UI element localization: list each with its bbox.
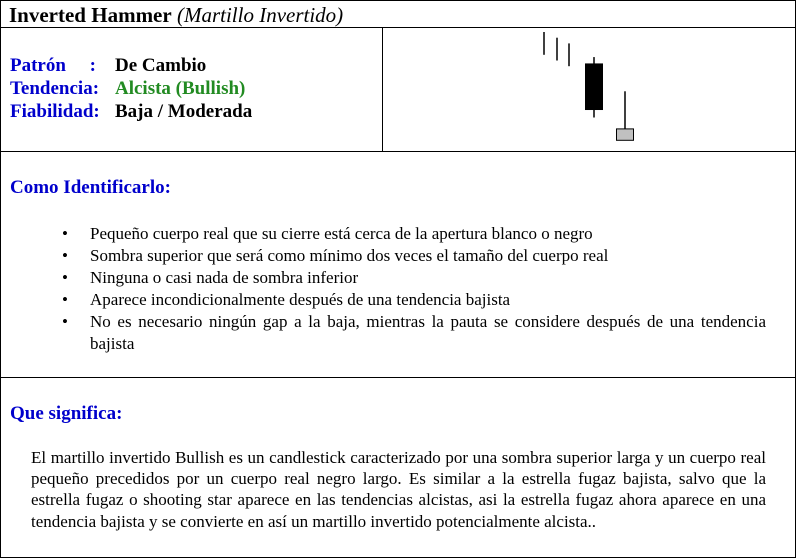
meaning-paragraph: El martillo invertido Bullish es un candlestick caracterizado por una sombra superior larga y un cuerpo real pequeño precedidos por un cuerpo real negro largo. Es similar a la estrella fugaz bajista, salvo que la estrella fugaz o shooting star aparece en las tendencias alcistas, asi la estrella fugaz ahora aparece en una tendencia bajista y se convierte en así un martillo invertido potencialmente alcista..: [31, 448, 766, 531]
attribute-label: Patrón :: [10, 55, 97, 76]
attribute-row-reliability: [10, 100, 252, 123]
list-item: • Sombra superior que será como mínimo dos veces el tamaño del cuerpo real: [90, 245, 766, 267]
attribute-row-pattern: [10, 54, 252, 77]
candle-5: [617, 91, 634, 140]
attribute-value: Alcista (Bullish): [115, 78, 246, 99]
attribute-value: De Cambio: [115, 55, 207, 76]
list-item: • Aparece incondicionalmente después de una tendencia bajista: [90, 289, 766, 311]
candle-body: [586, 64, 603, 110]
pattern-attributes: [10, 54, 252, 123]
identify-list: [90, 223, 766, 355]
candlestick-illustration: [383, 28, 796, 151]
attribute-value: Baja / Moderada: [115, 101, 253, 122]
pattern-subtitle: (Martillo Invertido): [176, 3, 344, 27]
pattern-name: Inverted Hammer: [9, 3, 172, 27]
candle-body: [617, 129, 634, 140]
attribute-row-trend: [10, 77, 252, 100]
identify-heading: Como Identificarlo:: [10, 177, 171, 198]
page-title: [9, 3, 343, 27]
meaning-heading: Que significa:: [10, 403, 123, 424]
candle-4: [586, 57, 603, 117]
list-item: • No es necesario ningún gap a la baja, mientras la pauta se considere después de una tendencia bajista: [90, 311, 766, 355]
list-item: • Pequeño cuerpo real que su cierre está cerca de la apertura blanco o negro: [90, 223, 766, 245]
list-item: • Ninguna o casi nada de sombra inferior: [90, 267, 766, 289]
divider-identify: [0, 377, 796, 378]
attribute-label: Tendencia:: [10, 78, 100, 99]
divider-attributes: [0, 151, 796, 152]
attribute-label: Fiabilidad:: [10, 101, 100, 122]
